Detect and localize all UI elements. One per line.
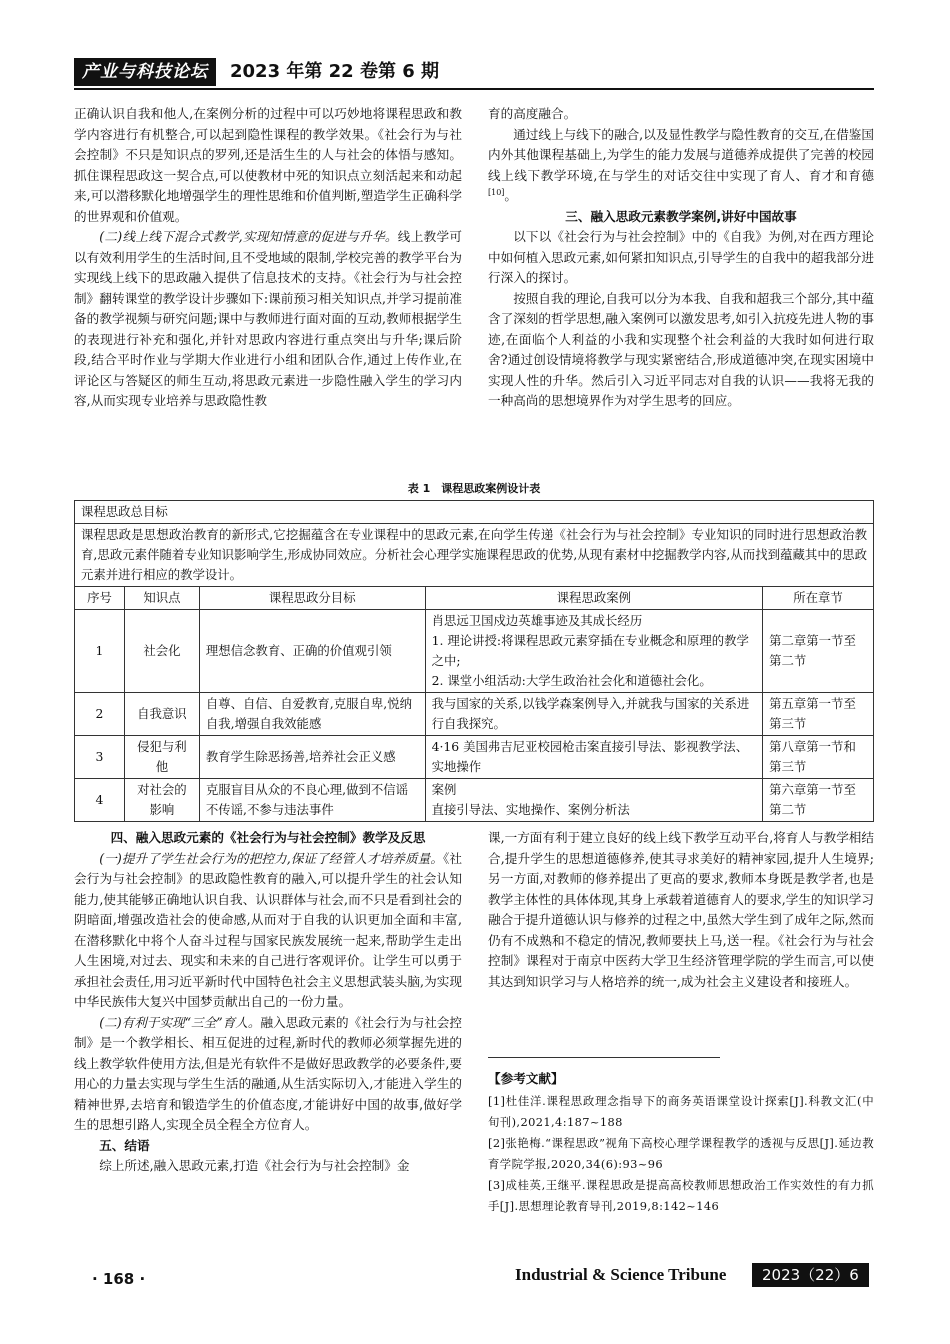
paragraph-body: 《社会行为与社会控制》的思政隐性教育的融入,可以提升学生的社会认知能力,使其能够正确地认识自我、认识群体与社会,而不只是看到社会的阴暗面,增强改造社会的使命感,从而对于自我的认识更加全面和丰富,在潜移默化中将个人奋斗过程与国家民族发展统一起来,帮助学生走出人生困境,对过去、现实和未来的自己进行客观评价。让学生可以勇于承担社会责任,用习近平新时代中国特色社会主义思想武装头脑,为实现中华民族伟大复兴中国梦贡献出自己的一份力量。 — [74, 850, 462, 1009]
case: 我与国家的关系,以钱学森案例导入,并就我与国家的关系进行自我探究。 — [425, 693, 763, 736]
left-column-bottom — [74, 828, 462, 1177]
chapter: 第五章第一节至第三节 — [763, 693, 874, 736]
column-header: 课程思政案例 — [425, 587, 763, 610]
table-row — [75, 693, 874, 736]
paragraph: 课,一方面有利于建立良好的线上线下教学互动平台,将育人与教学相结合,提升学生的思想道德修养,使其寻求美好的精神家园,提升人生境界;另一方面,对教师的修养提出了更高的要求,教师本身既是教学者,也是教学主体性的具体体现,其身上承载着道德育人的要求,学生的知识学习融合于提升道德认识与修养的过程之中,虽然大学生到了成年之际,然而仍有不成熟和不稳定的情况,教师要扶上马,送一程。《社会行为与社会控制》课程对于南京中医药大学卫生经济管理学院的学生而言,可以使其达到知识学习与人格培养的统一,成为社会主义建设者和接班人。 — [488, 830, 874, 989]
section-heading: 五、结语 — [99, 1137, 150, 1153]
sub-goal: 教育学生除恶扬善,培养社会正义感 — [199, 736, 425, 779]
row-number: 3 — [75, 736, 125, 779]
right-column-bottom — [488, 828, 874, 992]
column-header: 课程思政分目标 — [199, 587, 425, 610]
reference-item: [2]张艳梅.“课程思政”视角下高校心理学课程教学的透视与反思[J].延边教育学院学报,2020,34(6):93~96 — [488, 1136, 874, 1171]
citation: [10] — [488, 187, 505, 197]
table-row — [75, 501, 874, 524]
subheading: (二)有利于实现“三全”育人。 — [99, 1014, 261, 1030]
paragraph-body: 线上教学可以有效利用学生的生活时间,且不受地域的限制,学校完善的教学平台为实现线上线下的思政融入提供了信息技术的支持。《社会行为与社会控制》翻转课堂的教学设计步骤如下:课前预习相关知识点,并学习提前准备的教学视频与研究问题;课中与教师进行面对面的互动,教师根据学生的表现进行补充和强化,并针对思政内容进行重点突出与升华;课后阶段,结合平时作业与学期大作业进行小组和团队合作,通过上传作业,在评论区与答疑区的师生互动,将思政元素进一步隐性融入学生的学习内容,从而实现专业培养与思政隐性教 — [74, 229, 462, 408]
header-rule — [74, 88, 874, 90]
knowledge-point: 社会化 — [124, 610, 199, 693]
paragraph: 正确认识自我和他人,在案例分析的过程中可以巧妙地将课程思政和教学内容进行有机整合,可以起到隐性课程的教学效果。《社会行为与社会控制》不只是知识点的罗列,还是活生生的人与社会的体悟与感知。抓住课程思政这一契合点,可以使教材中死的知识点立刻活起来和动起来,可以潜移默化地增强学生的理性思维和价值判断,塑造学生正确科学的世界观和价值观。 — [74, 106, 462, 224]
chapter: 第八章第一节和第三节 — [763, 736, 874, 779]
column-header: 序号 — [75, 587, 125, 610]
knowledge-point: 自我意识 — [124, 693, 199, 736]
table-caption: 表 1 课程思政案例设计表 — [407, 482, 541, 495]
table-row — [75, 524, 874, 587]
table-header-row — [75, 587, 874, 610]
paragraph: 以下以《社会行为与社会控制》中的《自我》为例,对在西方理论中如何植入思政元素,如何紧扣知识点,引导学生的自我中的超我部分进行深入的探讨。 — [488, 229, 874, 285]
row-number: 1 — [75, 610, 125, 693]
case: 案例 直接引导法、实地操作、案例分析法 — [425, 779, 763, 822]
page-number: · 168 · — [92, 1270, 146, 1288]
paragraph-body: 通过线上与线下的融合,以及显性教学与隐性教育的交互,在借鉴国内外其他课程基础上,为学生的能力发展与道德养成提供了完善的校园线上线下教学环境,在与学生的对话交往中实现了育人、育才和育德 — [488, 126, 874, 183]
case: 4·16 美国弗吉尼亚校园枪击案直接引导法、影视教学法、实地操作 — [425, 736, 763, 779]
table-row — [75, 736, 874, 779]
knowledge-point: 对社会的影响 — [124, 779, 199, 822]
paragraph — [74, 849, 462, 1013]
column-header: 所在章节 — [763, 587, 874, 610]
footer-issue-badge: 2023（22）6 — [752, 1263, 869, 1287]
paragraph: 综上所述,融入思政元素,打造《社会行为与社会控制》金 — [99, 1158, 410, 1173]
section-heading: 四、融入思政元素的《社会行为与社会控制》教学及反思 — [110, 830, 426, 845]
row-number: 4 — [75, 779, 125, 822]
references-rule — [488, 1057, 720, 1058]
right-column-top — [488, 104, 874, 412]
paragraph: 按照自我的理论,自我可以分为本我、自我和超我三个部分,其中蕴含了深刻的哲学思想,融入案例可以激发思考,如引入抗疫先进人物的事迹,在面临个人利益的小我和实现整个社会利益的大我时如何进行取舍?通过创设情境将教学与现实紧密结合,形成道德冲突,在现实困境中实现人性的升华。然后引入习近平同志对自我的认识——我将无我的一种高尚的思想境界作为对学生思考的回应。 — [488, 290, 874, 408]
reference-item: [1]杜佳洋.课程思政理念指导下的商务英语课堂设计探索[J].科教文汇(中旬刊),2021,4:187~188 — [488, 1094, 874, 1129]
paragraph — [74, 227, 462, 412]
left-column-top — [74, 104, 462, 412]
paragraph-end: 。 — [504, 188, 518, 203]
table-row — [75, 779, 874, 822]
knowledge-point: 侵犯与利他 — [124, 736, 199, 779]
goal-text: 课程思政是思想政治教育的新形式,它挖掘蕴含在专业课程中的思政元素,在向学生传递《社会行为与社会控制》专业知识的同时进行思想政治教育,思政元素伴随着专业知识影响学生,形成协同效应。分析社会心理学实施课程思政的优势,从现有素材中挖掘教学内容,从而找到蕴藏其中的思政元素并进行相应的教学设计。 — [75, 524, 874, 587]
paragraph-body: 融入思政元素的《社会行为与社会控制》是一个教学相长、相互促进的过程,新时代的教师必须掌握先进的线上教学软件使用方法,但是光有软件不是做好思政教学的必要条件,要用心的力量去实现与学生生活的融通,从生活实际切入,才能进入学生的精神世界,去培育和锻造学生的价值态度,才能讲好中国的故事,做好学生的思想引路人,实现全员全程全方位育人。 — [74, 1014, 462, 1132]
paragraph — [74, 1013, 462, 1136]
sub-goal: 克服盲目从众的不良心理,做到不信谣不传谣,不参与违法事件 — [199, 779, 425, 822]
paragraph — [488, 125, 874, 207]
case: 肖思远卫国戍边英雄事迹及其成长经历 1. 理论讲授:将课程思政元素穿插在专业概念和原理的教学之中; 2. 课堂小组活动:大学生政治社会化和道德社会化。 — [425, 610, 763, 693]
column-header: 知识点 — [124, 587, 199, 610]
reference-item: [3]成桂英,王继平.课程思政是提高高校教师思想政治工作实效性的有力抓手[J].思想理论教育导刊,2019,8:142~146 — [488, 1178, 874, 1213]
references — [488, 1068, 874, 1217]
references-title: 【参考文献】 — [488, 1071, 564, 1086]
case-table — [74, 500, 874, 822]
row-number: 2 — [75, 693, 125, 736]
subheading: (二)线上线下混合式教学,实现知情意的促进与升华。 — [99, 229, 398, 244]
journal-english-title: Industrial & Science Tribune — [515, 1265, 727, 1284]
journal-name-badge: 产业与科技论坛 — [74, 58, 216, 86]
subheading: (一)提升了学生社会行为的把控力,保证了经管人才培养质量。 — [99, 850, 444, 866]
section-heading: 三、融入思政元素教学案例,讲好中国故事 — [565, 208, 797, 224]
table-row — [75, 610, 874, 693]
sub-goal: 自尊、自信、自爱教育,克服自卑,悦纳自我,增强自我效能感 — [199, 693, 425, 736]
goal-title: 课程思政总目标 — [75, 501, 874, 524]
chapter: 第六章第一节至第二节 — [763, 779, 874, 822]
issue-label: 2023 年第 22 卷第 6 期 — [230, 61, 440, 82]
paragraph: 育的高度融合。 — [488, 106, 577, 121]
chapter: 第二章第一节至第二节 — [763, 610, 874, 693]
sub-goal: 理想信念教育、正确的价值观引领 — [199, 610, 425, 693]
